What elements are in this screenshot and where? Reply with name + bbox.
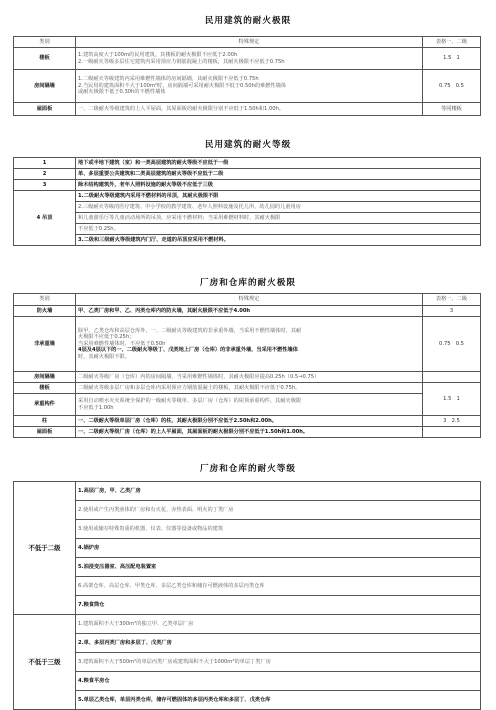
row-category: 房间隔墙 xyxy=(14,372,76,383)
row-number: 1 xyxy=(14,158,76,169)
header-category: 类别 xyxy=(14,294,76,306)
row-text: 除木结构建筑外，老年人照料设施的耐火等级不应低于三级 xyxy=(76,180,481,191)
grade-item: 3.使用或储存特殊贵重的机器、仪表、仪器等设备或物品的建筑 xyxy=(76,520,481,539)
rule-line: 不应低于1.00h xyxy=(78,404,114,411)
grade-item: 4.锅炉房 xyxy=(76,539,481,558)
section2-title: 民用建筑的耐火等级 xyxy=(204,140,292,150)
row-rule xyxy=(76,48,423,70)
grade-item: 7.粮食筒仓 xyxy=(76,596,481,615)
row-rule xyxy=(76,317,423,372)
grade-item: 5.油浸变压器室、高压配电装置室 xyxy=(76,558,481,577)
row-value: 等同楼板 xyxy=(423,103,481,116)
rule-line: 火极限不应低于0.25h； xyxy=(78,334,135,341)
row-category: 柱 xyxy=(14,416,76,427)
row-rule: 一、二级耐火等级单层厂房（仓库）的柱，其耐火极限分别不应低于2.50h和2.00h。 xyxy=(76,416,423,427)
row-rule: 二级耐火等级厂房（仓库）内的房间隔墙，当采用难燃性墙体时，其耐火极限应提高0.25h（0.5→0.75） xyxy=(76,372,423,383)
rule-line: 时，其耐火极限不限。 xyxy=(78,353,130,360)
row-category: 非承重墙 xyxy=(14,317,76,372)
grade-item: 1.高层厂房，甲、乙类厂房 xyxy=(76,482,481,501)
grade-item: 2.使用或产生丙类液体的厂房和有火花、赤热表面、明火的丁类厂房 xyxy=(76,501,481,520)
ceiling-label: 4 吊顶 xyxy=(14,191,76,246)
header-value: 表格一、二级 xyxy=(423,37,481,48)
section3-title: 厂房和仓库的耐火极限 xyxy=(200,278,296,288)
row-category: 防火墙 xyxy=(14,306,76,317)
grade-item: 2.单、多层丙类厂房和多层丁、戊类厂房 xyxy=(76,634,481,653)
grade-item: 3.建筑面积不大于500m²的单层丙类厂房或建筑面积不大于1000m²的单层丁类厂房 xyxy=(76,653,481,672)
row-text: 地下或半地下建筑（室）和一类高层建筑的耐火等级不应低于一级 xyxy=(76,158,481,169)
section1-title: 民用建筑的耐火极限 xyxy=(204,16,292,26)
row-value xyxy=(423,427,481,438)
row-rule: 一、二级耐火等级厂房（仓库）的上人平屋面，其屋面板的耐火极限分别不应低于1.50h和1.00h。 xyxy=(76,427,423,438)
row-text: 单、多层重要公共建筑和二类高层建筑的耐火等级不应低于二级 xyxy=(76,169,481,180)
section4-title: 厂房和仓库的耐火等级 xyxy=(200,464,296,474)
section2-table xyxy=(13,157,481,246)
rule-line: 4层及4层以下的一、二级耐火等级丁、戊类地上厂房（仓库）的非承重外墙，当采用不燃性墙体 xyxy=(78,347,298,354)
section1-table xyxy=(13,36,481,116)
ceiling-line: 3.二级和三级耐火等级建筑内门厅、走道的吊顶应采用不燃材料。 xyxy=(76,235,481,246)
row-category: 房间隔墙 xyxy=(14,70,76,103)
row-category: 楼板 xyxy=(14,383,76,394)
grade-label: 不低于二级 xyxy=(14,482,76,615)
row-rule xyxy=(76,70,423,103)
grade-item: 6.高架仓库、高层仓库、甲类仓库、多层乙类仓库和储存可燃液体的多层丙类仓库 xyxy=(76,577,481,596)
grade-label: 不低于三级 xyxy=(14,615,76,710)
header-value: 表格一、二级 xyxy=(423,294,481,306)
row-value: 1.5 1 xyxy=(423,48,481,70)
row-value: 3 xyxy=(423,306,481,317)
header-rule: 特殊规定 xyxy=(76,294,423,306)
row-value: 0.75 0.5 xyxy=(423,317,481,372)
rule-line: 除甲、乙类仓库和高层仓库外，一、二级耐火等级建筑的非承重外墙，当采用不燃性墙体时，其耐 xyxy=(78,327,302,334)
grade-item: 1.建筑面积不大于300m²的独立甲、乙类单层厂房 xyxy=(76,615,481,634)
section3-table xyxy=(13,293,481,438)
ceiling-line: 2.三级耐火等级的医疗建筑、中小学校的教学建筑、老年人照料设施及托儿所、幼儿园的儿童用房 xyxy=(76,202,481,213)
row-category: 屋面板 xyxy=(14,427,76,438)
header-rule: 特殊规定 xyxy=(76,37,423,48)
row-number: 3 xyxy=(14,180,76,191)
row-category: 承重构件 xyxy=(14,394,76,416)
row-rule: 一、二级耐火等级建筑的上人平屋面，其屋面板的耐火极限分别不应低于1.50h和1.00h。 xyxy=(76,103,423,116)
ceiling-line: 1.二级耐火等级建筑内采用不燃材料的吊顶，其耐火极限不限 xyxy=(76,191,481,202)
row-rule: 甲、乙类厂房和甲、乙、丙类仓库内的防火墙，其耐火极限不应低于4.00h xyxy=(76,306,423,317)
rule-line: 1.二级耐火等级建筑内采用难燃性墙体的房间隔墙，其耐火极限不应低于0.75h xyxy=(78,76,259,83)
grade-item: 5.单层乙类仓库，单层丙类仓库，储存可燃固体的多层丙类仓库和多层丁、戊类仓库 xyxy=(76,691,481,710)
ceiling-line: 和儿童游乐厅等儿童活动场所的吊顶，应采用不燃材料；当采用难燃材料时，其耐火极限 xyxy=(76,213,481,224)
rule-line: 2.当民用的建筑面积不大于100m²时，房间隔墙可采用耐火极限不低于0.50h的难燃性墙体 xyxy=(78,82,287,89)
row-value: 1.5 1 xyxy=(423,383,481,416)
row-value: 0.75 0.5 xyxy=(423,70,481,103)
section4-table xyxy=(13,481,481,710)
row-number: 2 xyxy=(14,169,76,180)
header-category: 类别 xyxy=(14,37,76,48)
row-category: 屋面板 xyxy=(14,103,76,116)
row-rule xyxy=(76,394,423,416)
row-rule: 二级耐火等级多层厂房和多层仓库内采用预应力钢筋混凝土的楼板，其耐火极限不应低于0.75h。 xyxy=(76,383,423,394)
grade-item: 4.粮食平房仓 xyxy=(76,672,481,691)
rule-line: 1.建筑高度大于100m的民用建筑，其楼板的耐火极限不应低于2.00h xyxy=(78,52,238,58)
ceiling-line: 不应低于0.25h。 xyxy=(76,224,481,235)
rule-line: 采用自动喷水灭火系统全保护的一级耐火等级单、多层厂房（仓库）的屋顶承重构件，其耐火极限 xyxy=(78,398,302,404)
rule-line: 2.一级耐火等级多层住宅建筑内采用预应力钢筋混凝土的楼板，其耐火极限不应低于0.75h xyxy=(78,58,285,65)
rule-line: 当采用难燃性墙体时，不应低于0.50h xyxy=(78,340,166,347)
rule-line: 或耐火极限不低于0.30h的不燃性墙体 xyxy=(78,89,166,96)
row-value: 3 2.5 xyxy=(423,416,481,427)
row-category: 楼板 xyxy=(14,48,76,70)
row-value xyxy=(423,372,481,383)
